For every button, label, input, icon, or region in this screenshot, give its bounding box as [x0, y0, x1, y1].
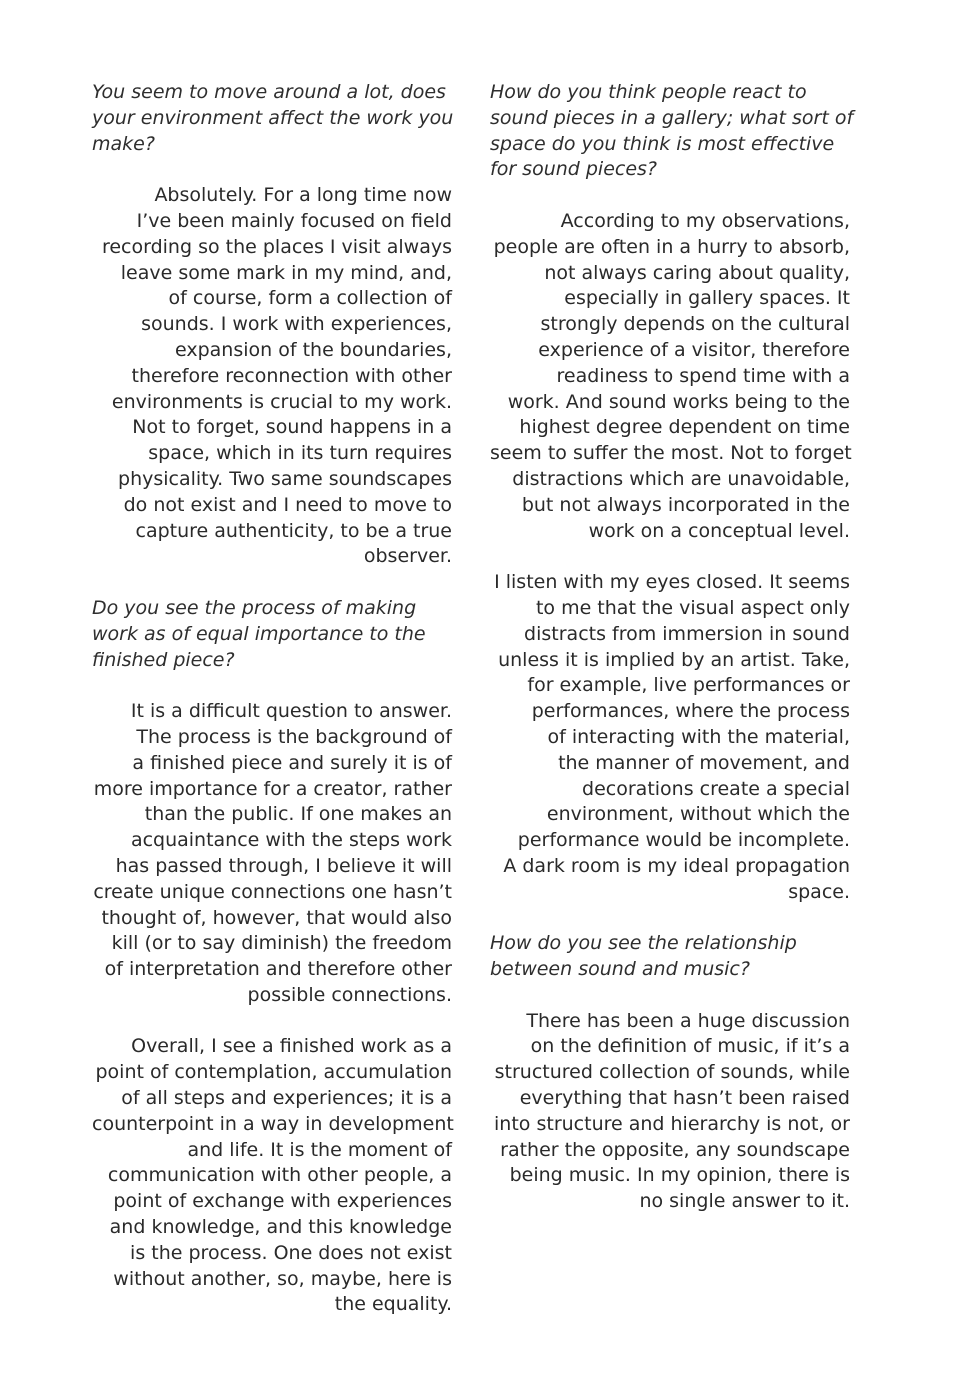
text-line: It is a difficult question to answer.	[130, 700, 452, 723]
text-line: therefore reconnection with other	[131, 364, 452, 387]
text-line: more importance for a creator, rather	[93, 777, 452, 800]
text-line: but not always incorporated in the	[521, 493, 850, 516]
text-line: is the process. One does not exist	[130, 1241, 452, 1264]
text-line: I listen with my eyes closed. It seems	[494, 571, 850, 594]
text-line: and life. It is the moment of	[187, 1138, 452, 1161]
text-line: space do you think is most effective	[490, 132, 835, 155]
text-line: of interpretation and therefore other	[104, 958, 452, 981]
text-line: the manner of movement, and	[558, 751, 850, 774]
text-line: point of exchange with experiences	[113, 1190, 452, 1213]
text-line: into structure and hierarchy is not, or	[494, 1112, 850, 1135]
text-line: of course, form a collection of	[168, 287, 452, 310]
text-line: point of contemplation, accumulation	[95, 1061, 452, 1084]
text-line: being music. In my opinion, there is	[509, 1164, 850, 1187]
text-line: performance would be incomplete.	[517, 829, 850, 852]
text-line: the equality.	[334, 1293, 452, 1316]
text-line: finished piece?	[92, 648, 235, 671]
text-line: rather the opposite, any soundscape	[500, 1138, 850, 1161]
text-line: work as of equal importance to the	[92, 622, 426, 645]
text-line: According to my observations,	[560, 209, 850, 232]
text-line: performances, where the process	[531, 700, 850, 723]
text-line: expansion of the boundaries,	[175, 338, 452, 361]
text-line: The process is the background of	[136, 725, 452, 748]
text-line: especially in gallery spaces. It	[564, 287, 850, 310]
text-line: possible connections.	[247, 983, 452, 1006]
text-line: environments is crucial to my work.	[111, 390, 452, 413]
text-line: of all steps and experiences; it is a	[121, 1087, 452, 1110]
question-process	[92, 596, 452, 673]
text-line: kill (or to say diminish) the freedom	[111, 932, 452, 955]
text-line: everything that hasn’t been raised	[519, 1087, 850, 1110]
text-line: Absolutely. For a long time now	[154, 184, 452, 207]
text-line: experience of a visitor, therefore	[538, 338, 850, 361]
text-line: How do you see the relationship	[490, 932, 797, 955]
text-line: communication with other people, a	[107, 1164, 452, 1187]
right-column	[490, 80, 854, 1241]
text-line: observer.	[363, 545, 452, 568]
text-line: for sound pieces?	[490, 158, 658, 181]
question-environment	[92, 80, 452, 157]
text-line: not always caring about quality,	[544, 261, 850, 284]
text-line: acquaintance with the steps work	[130, 829, 452, 852]
answer-gallery-continued	[490, 570, 850, 905]
text-line: highest degree dependent on time	[519, 416, 850, 439]
text-line: strongly depends on the cultural	[540, 313, 850, 336]
text-line: sounds. I work with experiences,	[141, 313, 452, 336]
text-line: Overall, I see a finished work as a	[131, 1035, 452, 1058]
text-line: readiness to spend time with a	[556, 364, 850, 387]
text-line: than the public. If one makes an	[144, 803, 452, 826]
text-line: thought of, however, that would also	[101, 906, 452, 929]
text-line: Do you see the process of making	[92, 596, 417, 619]
text-line: A dark room is my ideal propagation	[503, 854, 850, 877]
text-line: without another, so, maybe, here is	[113, 1267, 452, 1290]
left-column	[92, 80, 452, 1344]
text-line: distractions which are unavoidable,	[512, 467, 850, 490]
text-line: a finished piece and surely it is of	[132, 751, 452, 774]
text-line: on the definition of music, if it’s a	[530, 1035, 850, 1058]
text-line: distracts from immersion in sound	[524, 622, 850, 645]
answer-sound-music	[490, 1009, 850, 1215]
text-line: unless it is implied by an artist. Take,	[498, 648, 850, 671]
text-line: of interacting with the material,	[547, 725, 850, 748]
text-line: recording so the places I visit always	[101, 235, 452, 258]
text-line: no single answer to it.	[639, 1190, 850, 1213]
text-line: Not to forget, sound happens in a	[132, 416, 452, 439]
text-line: seem to suffer the most. Not to forget	[490, 442, 852, 465]
text-line: space, which in its turn requires	[148, 442, 452, 465]
text-line: There has been a huge discussion	[526, 1009, 850, 1032]
text-line: sound pieces in a gallery; what sort of	[490, 106, 854, 129]
text-line: for example, live performances or	[527, 674, 850, 697]
text-line: and knowledge, and this knowledge	[109, 1216, 452, 1239]
question-gallery	[490, 80, 854, 183]
text-line: make?	[92, 132, 155, 155]
text-line: I’ve been mainly focused on field	[136, 209, 452, 232]
text-line: structured collection of sounds, while	[494, 1061, 850, 1084]
answer-process-continued	[92, 1034, 452, 1318]
text-line: has passed through, I believe it will	[115, 854, 452, 877]
text-line: space.	[788, 880, 850, 903]
text-line: environment, without which the	[546, 803, 850, 826]
text-line: create unique connections one hasn’t	[93, 880, 452, 903]
answer-process	[92, 699, 452, 1009]
answer-environment	[92, 183, 452, 570]
text-line: people are often in a hurry to absorb,	[493, 235, 850, 258]
question-sound-music	[490, 931, 850, 983]
text-line: leave some mark in my mind, and,	[120, 261, 452, 284]
text-line: between sound and music?	[490, 958, 750, 981]
text-line: work. And sound works being to the	[507, 390, 850, 413]
text-line: capture authenticity, to be a true	[135, 519, 452, 542]
text-line: your environment affect the work you	[92, 106, 454, 129]
text-line: to me that the visual aspect only	[535, 596, 850, 619]
answer-gallery	[490, 209, 850, 544]
text-line: How do you think people react to	[490, 81, 807, 103]
text-line: work on a conceptual level.	[588, 519, 850, 542]
text-line: counterpoint in a way in development	[92, 1112, 454, 1135]
text-line: decorations create a special	[582, 777, 850, 800]
text-line: do not exist and I need to move to	[123, 493, 452, 516]
text-line: physicality. Two same soundscapes	[118, 467, 452, 490]
text-line: You seem to move around a lot, does	[92, 81, 446, 103]
